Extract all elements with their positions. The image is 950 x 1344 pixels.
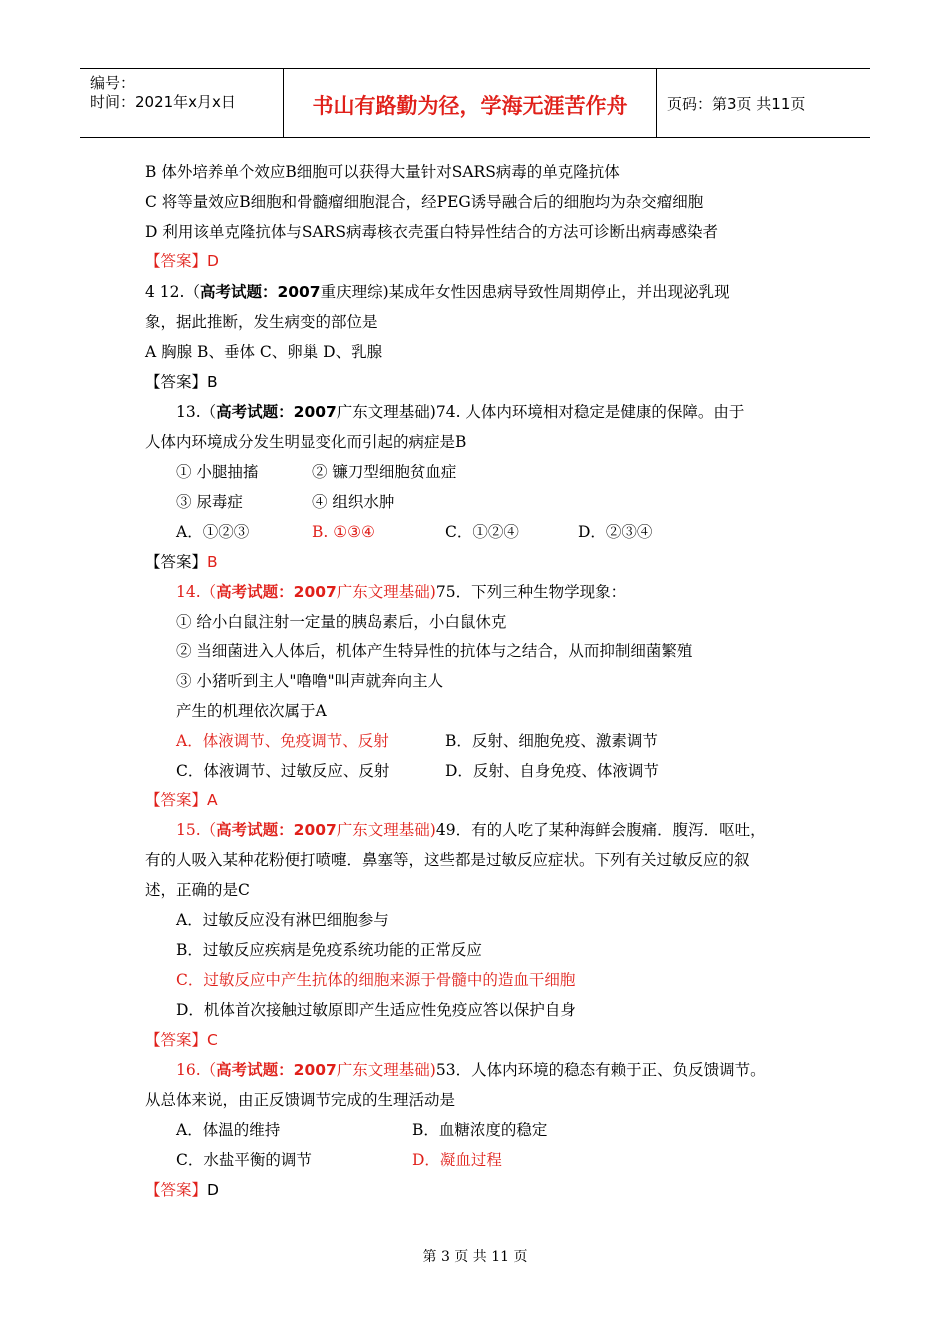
q13-item-2: ② 镰刀型细胞贫血症 [312, 463, 457, 481]
q13-item-1: ① 小腿抽搐 [176, 463, 259, 481]
doc-number-label: 编号： [90, 74, 136, 92]
q11-option-c: C 将等量效应B细胞和骨髓瘤细胞混合，经PEG诱导融合后的细胞均为杂交瘤细胞 [145, 193, 704, 211]
q13-option-a: A．①②③ [176, 523, 250, 541]
q13-option-c: C．①②④ [445, 523, 519, 541]
q15-option-b: B．过敏反应疾病是免疫系统功能的正常反应 [176, 941, 482, 959]
q15-option-a: A．过敏反应没有淋巴细胞参与 [176, 911, 389, 929]
q14-prompt: 产生的机理依次属于A [176, 702, 327, 720]
q14-source-tag: 高考试题：2007 [216, 583, 337, 601]
q15-answer: 【答案】C [145, 1031, 218, 1049]
q15-stem-line2: 有的人吸入某种花粉便打喷嚏．鼻塞等，这些都是过敏反应症状。下列有关过敏反应的叙 [145, 851, 750, 869]
q16-source-tag: 高考试题：2007 [216, 1061, 337, 1079]
header-motto-cell [284, 69, 657, 137]
q15-source-tag: 高考试题：2007 [216, 821, 337, 839]
q16-stem-line2: 从总体来说，由正反馈调节完成的生理活动是 [145, 1091, 456, 1109]
q11-option-b: B 体外培养单个效应B细胞可以获得大量针对SARS病毒的单克隆抗体 [145, 163, 620, 181]
q12-source-tag: 高考试题：2007 [199, 283, 321, 301]
q13-item-3: ③ 尿毒症 [176, 493, 243, 511]
q14-option-a: A．体液调节、免疫调节、反射 [176, 732, 389, 750]
q12-options: A 胸腺 B、垂体 C、卵巢 D、乳腺 [145, 343, 383, 361]
q13-answer: 【答案】B [145, 553, 218, 571]
q15-option-c: C．过敏反应中产生抗体的细胞来源于骨髓中的造血干细胞 [176, 971, 576, 989]
header-motto: 书山有路勤为径，学海无涯苦作舟 [312, 94, 628, 118]
q13-option-d: D．②③④ [578, 523, 653, 541]
q16-stem: 16.（高考试题：2007广东文理基础)53．人体内环境的稳态有赖于正、负反馈调节。 [176, 1061, 766, 1079]
q15-option-d: D．机体首次接触过敏原即产生适应性免疫应答以保护自身 [176, 1001, 576, 1019]
page-header [80, 68, 870, 138]
header-page-label: 页码：第3页 共11页 [667, 95, 806, 113]
q13-option-b: B. ①③④ [312, 523, 375, 541]
q16-option-d: D．凝血过程 [412, 1151, 502, 1169]
q12-answer: 【答案】B [145, 373, 218, 391]
q14-option-d: D．反射、自身免疫、体液调节 [445, 762, 659, 780]
q14-option-b: B．反射、细胞免疫、激素调节 [445, 732, 658, 750]
q11-option-d: D 利用该单克隆抗体与SARS病毒核衣壳蛋白特异性结合的方法可诊断出病毒感染者 [145, 223, 718, 241]
q13-stem-line2: 人体内环境成分发生明显变化而引起的病症是B [145, 433, 467, 451]
q15-stem-line3: 述，正确的是C [145, 881, 250, 899]
q14-option-c: C．体液调节、过敏反应、反射 [176, 762, 390, 780]
q13-stem: 13.（高考试题：2007广东文理基础)74. 人体内环境相对稳定是健康的保障。由于 [176, 403, 745, 421]
q14-answer: 【答案】A [145, 791, 218, 809]
header-meta-cell [80, 69, 284, 137]
q13-source-tag: 高考试题：2007 [216, 403, 337, 421]
q11-answer: 【答案】D [145, 252, 219, 270]
header-page-cell [657, 69, 870, 137]
q16-option-c: C．水盐平衡的调节 [176, 1151, 312, 1169]
q16-option-b: B．血糖浓度的稳定 [412, 1121, 548, 1139]
q14-item-2: ② 当细菌进入人体后，机体产生特异性的抗体与之结合，从而抑制细菌繁殖 [176, 642, 693, 660]
q12-stem-line2: 象，据此推断，发生病变的部位是 [145, 313, 378, 331]
q14-item-3: ③ 小猪听到主人"噜噜"叫声就奔向主人 [176, 672, 444, 690]
q14-stem: 14.（高考试题：2007广东文理基础)75．下列三种生物学现象： [176, 583, 627, 601]
doc-time-label: 时间：2021年x月x日 [90, 93, 236, 111]
q13-item-4: ④ 组织水肿 [312, 493, 395, 511]
page-footer: 第 3 页 共 11 页 [422, 1249, 528, 1265]
q15-stem: 15.（高考试题：2007广东文理基础)49．有的人吃了某种海鲜会腹痛．腹泻．呕吐， [176, 821, 766, 839]
q14-item-1: ① 给小白鼠注射一定量的胰岛素后，小白鼠休克 [176, 613, 507, 631]
q16-option-a: A．体温的维持 [176, 1121, 281, 1139]
q16-answer: 【答案】D [145, 1181, 219, 1199]
q12-stem: 4 12.（高考试题：2007重庆理综)某成年女性因患病导致性周期停止，并出现泌乳现 [145, 283, 730, 301]
